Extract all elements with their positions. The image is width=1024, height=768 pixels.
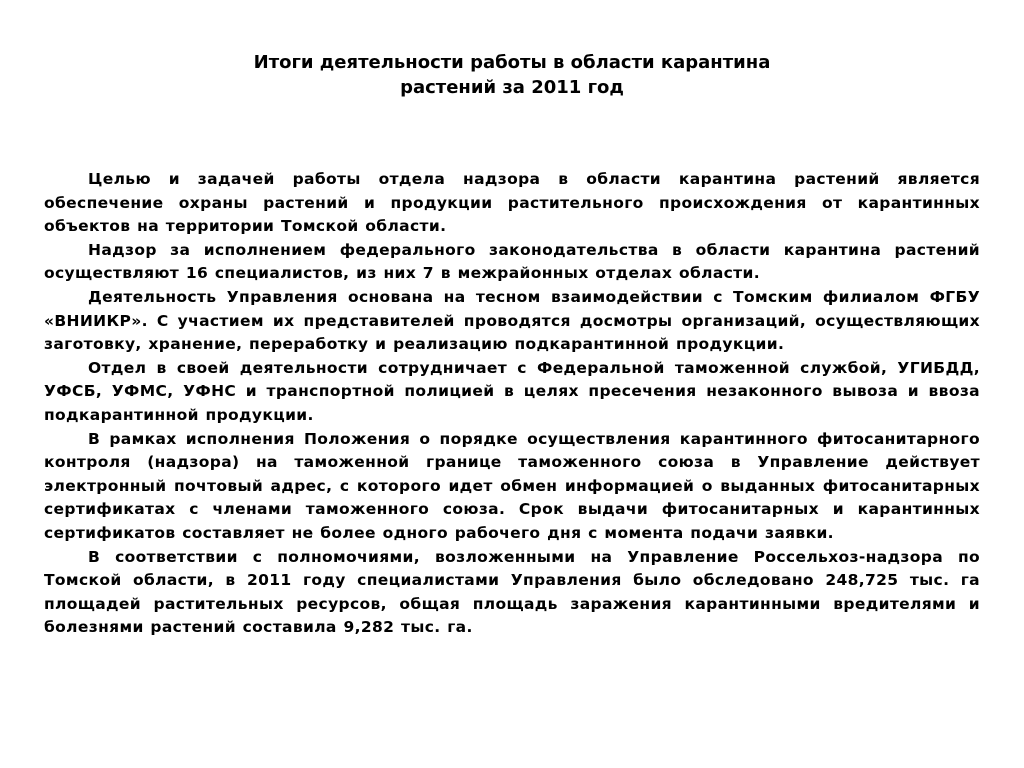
paragraph-staff: Надзор за исполнением федерального законодательства в области карантина растений осуществляют 16 специалистов, из них 7 в межрайонных отделах области. bbox=[44, 240, 980, 283]
page-title-line-1: Итоги деятельности работы в области карантина bbox=[253, 52, 771, 73]
paragraph-survey-results: В соответствии с полномочиями, возложенными на Управление Россельхоз-надзора по Томской области, в 2011 году специалистами Управления было обследовано 248,725 тыс. га площадей растительных ресурсов, общая площадь заражения карантинными вредителями и болезнями растений составила 9,282 тыс. га. bbox=[44, 547, 980, 637]
paragraph-customs-control: В рамках исполнения Положения о порядке осуществления карантинного фитосанитарного контроля (надзора) на таможенной границе таможенного союза в Управление действует электронный почтовый адрес, с которого идет обмен информацией о выданных фитосанитарных сертификатах с членами таможенного союза. Срок выдачи фитосанитарных и карантинных сертификатов составляет не более одного рабочего дня с момента подачи заявки. bbox=[44, 429, 980, 542]
paragraph-goal: Целью и задачей работы отдела надзора в области карантина растений является обеспечение охраны растений и продукции растительного происхождения от карантинных объектов на территории Томской области. bbox=[44, 170, 980, 236]
paragraph-cooperation-agencies: Отдел в своей деятельности сотрудничает с Федеральной таможенной службой, УГИБДД, УФСБ, УФМС, УФНС и транспортной полицией в целях пресечения незаконного вывоза и ввоза подкарантинной продукции. bbox=[44, 358, 980, 424]
paragraph-cooperation-vniikr: Деятельность Управления основана на тесном взаимодействии с Томским филиалом ФГБУ «ВНИИКР». С участием их представителей проводятся досмотры организаций, осуществляющих заготовку, хранение, переработку и реализацию подкарантинной продукции. bbox=[44, 287, 980, 354]
page-title-line-2: растений за 2011 год bbox=[400, 77, 624, 98]
report-body bbox=[44, 168, 980, 640]
page-title bbox=[0, 50, 1024, 100]
